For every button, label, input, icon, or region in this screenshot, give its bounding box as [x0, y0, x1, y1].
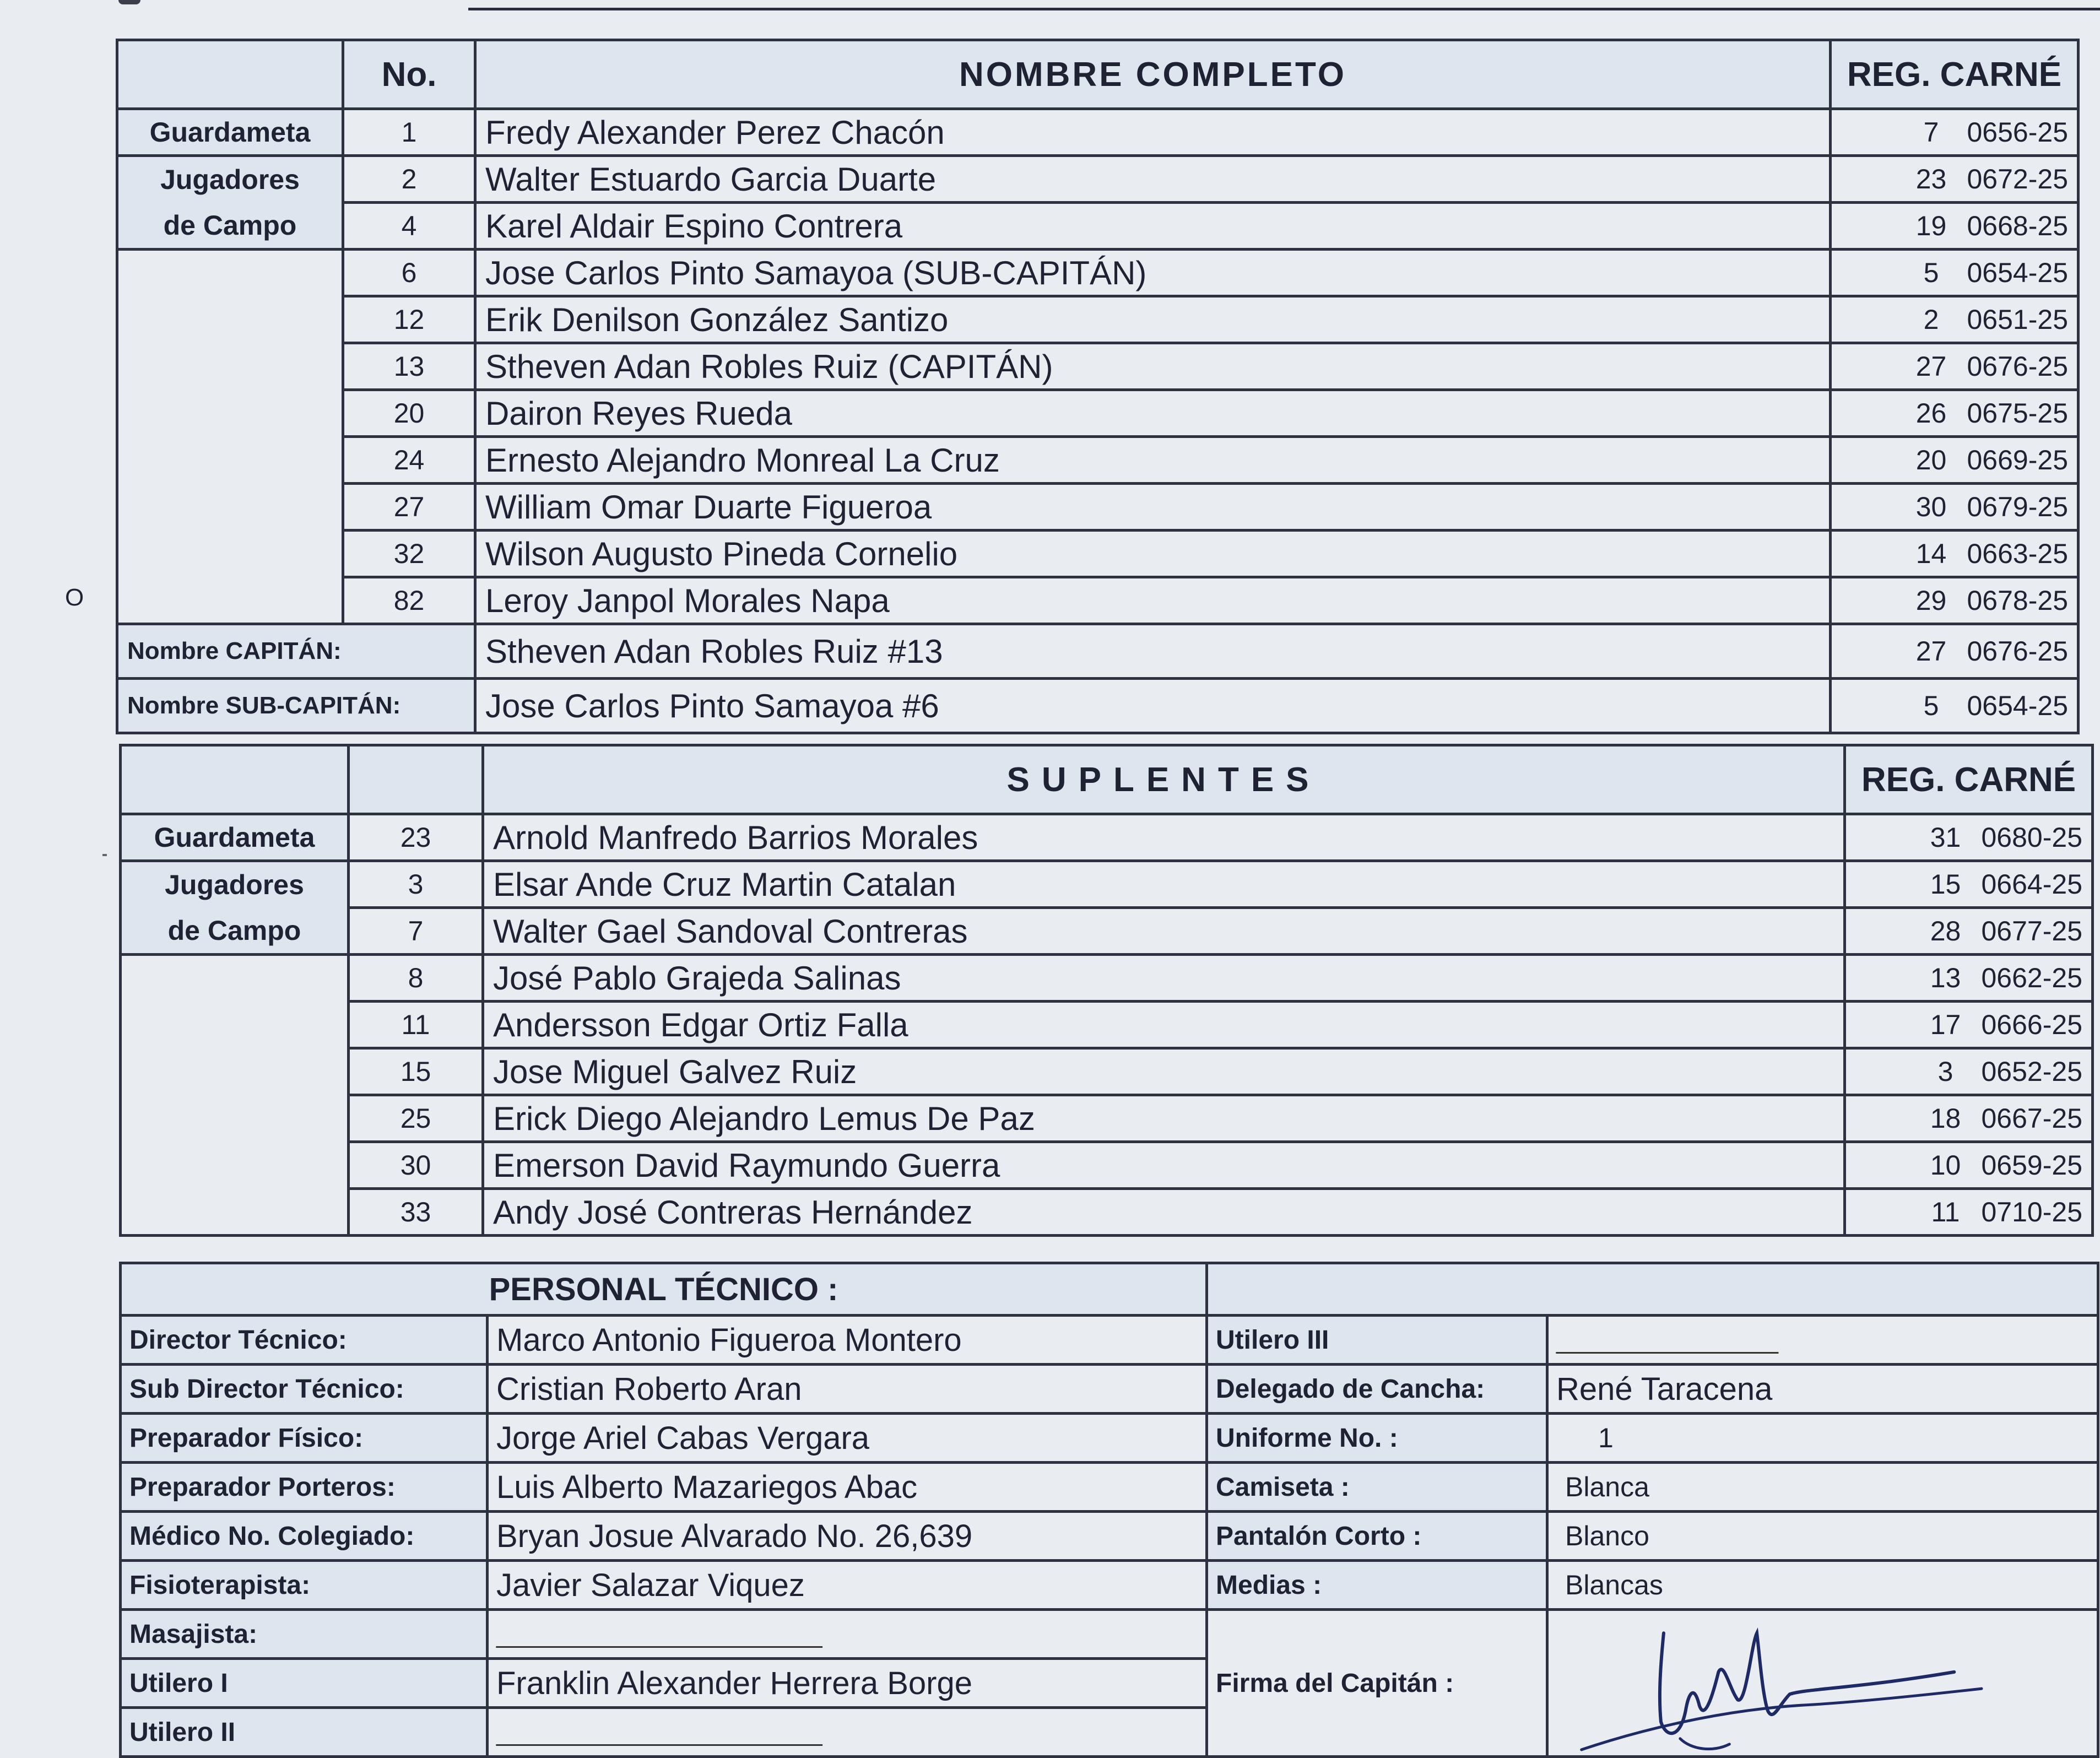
- staff-value: Javier Salazar Viquez: [488, 1561, 1207, 1610]
- staff-value: _________________________: [488, 1610, 1207, 1659]
- table-row: [117, 531, 2079, 577]
- carne-number: 0679-25: [1967, 491, 2068, 522]
- info-value: René Taracena: [1547, 1365, 2098, 1414]
- subcaptain-row: [117, 679, 2079, 733]
- suplentes-table: [119, 744, 2094, 1237]
- carne-number: 0710-25: [1981, 1197, 2082, 1227]
- player-number: 82: [343, 577, 475, 624]
- staff-value: Jorge Ariel Cabas Vergara: [488, 1414, 1207, 1463]
- reg-number: 31: [1930, 822, 1961, 853]
- player-number: 12: [343, 296, 475, 343]
- player-carne: [1831, 109, 2079, 156]
- header-carne: REG. CARNÉ: [1845, 745, 2093, 814]
- table-row: [121, 861, 2093, 908]
- player-number: 15: [349, 1048, 483, 1095]
- player-carne: [1845, 955, 2093, 1002]
- staff-label: Director Técnico:: [121, 1316, 488, 1365]
- player-number: 33: [349, 1189, 483, 1236]
- reg-number: 5: [1923, 257, 1939, 288]
- reg-number: 20: [1915, 445, 1947, 475]
- role-empty: [117, 250, 343, 624]
- suplentes-header-row: [121, 745, 2093, 814]
- reg-number: 17: [1930, 1009, 1961, 1040]
- player-number: 24: [343, 437, 475, 484]
- info-value: Blanco: [1547, 1512, 2098, 1561]
- player-number: 7: [349, 908, 483, 955]
- table-row: [117, 296, 2079, 343]
- top-mark: [118, 0, 140, 4]
- reg-number: 2: [1923, 304, 1939, 335]
- player-carne: [1831, 437, 2079, 484]
- margin-mark: O: [65, 584, 84, 611]
- table-row: [117, 250, 2079, 296]
- player-name: Arnold Manfredo Barrios Morales: [483, 814, 1845, 861]
- player-number: 1: [343, 109, 475, 156]
- player-carne: [1831, 343, 2079, 390]
- info-value: 1: [1547, 1414, 2098, 1463]
- reg-number: 23: [1915, 164, 1947, 194]
- player-name: Andersson Edgar Ortiz Falla: [483, 1002, 1845, 1048]
- table-row: [121, 1095, 2093, 1142]
- info-label: Medias :: [1207, 1561, 1547, 1610]
- player-number: 32: [343, 531, 475, 577]
- reg-number: 28: [1930, 916, 1961, 946]
- role-empty: [121, 955, 349, 1236]
- player-number: 30: [349, 1142, 483, 1189]
- table-row: [121, 1048, 2093, 1095]
- player-name: Karel Aldair Espino Contrera: [475, 203, 1831, 250]
- staff-label: Preparador Porteros:: [121, 1463, 488, 1512]
- carne-number: 0676-25: [1967, 636, 2068, 667]
- player-name: Walter Gael Sandoval Contreras: [483, 908, 1845, 955]
- firma-label: Firma del Capitán :: [1207, 1610, 1547, 1757]
- carne-number: 0680-25: [1981, 822, 2082, 853]
- table-row: [117, 577, 2079, 624]
- player-name: William Omar Duarte Figueroa: [475, 484, 1831, 531]
- titulares-table: [116, 39, 2080, 734]
- info-label: Delegado de Cancha:: [1207, 1365, 1547, 1414]
- player-carne: [1831, 296, 2079, 343]
- player-name: Ernesto Alejandro Monreal La Cruz: [475, 437, 1831, 484]
- player-name: Emerson David Raymundo Guerra: [483, 1142, 1845, 1189]
- player-number: 3: [349, 861, 483, 908]
- player-number: 25: [349, 1095, 483, 1142]
- table-row: [121, 1142, 2093, 1189]
- role-jugadores: Jugadores: [121, 861, 349, 908]
- staff-value: _________________________: [488, 1708, 1207, 1757]
- personal-header-right: [1207, 1263, 2098, 1316]
- top-rule: [468, 8, 2100, 10]
- table-row: [121, 1610, 2098, 1659]
- player-carne: [1845, 1048, 2093, 1095]
- player-carne: [1831, 203, 2079, 250]
- player-number: 23: [349, 814, 483, 861]
- table-row: [117, 390, 2079, 437]
- personal-header: PERSONAL TÉCNICO :: [121, 1263, 1207, 1316]
- carne-number: 0652-25: [1981, 1056, 2082, 1087]
- carne-number: 0654-25: [1967, 690, 2068, 721]
- staff-value: Cristian Roberto Aran: [488, 1365, 1207, 1414]
- titulares-header-row: [117, 40, 2079, 109]
- carne-number: 0656-25: [1967, 117, 2068, 148]
- role-jugadores: Jugadores: [117, 156, 343, 203]
- info-label: Uniforme No. :: [1207, 1414, 1547, 1463]
- player-carne: [1845, 1142, 2093, 1189]
- reg-number: 27: [1915, 636, 1947, 667]
- reg-number: 26: [1915, 398, 1947, 429]
- captain-label: Nombre CAPITÁN:: [117, 624, 475, 679]
- reg-number: 15: [1930, 869, 1961, 900]
- role-guardameta: Guardameta: [117, 109, 343, 156]
- reg-number: 29: [1915, 585, 1947, 616]
- player-carne: [1831, 531, 2079, 577]
- margin-dot: [102, 854, 107, 856]
- subcaptain-carne: [1831, 679, 2079, 733]
- table-row: [121, 1316, 2098, 1365]
- staff-label: Utilero II: [121, 1708, 488, 1757]
- info-label: Pantalón Corto :: [1207, 1512, 1547, 1561]
- staff-value: Marco Antonio Figueroa Montero: [488, 1316, 1207, 1365]
- info-value: _________________: [1547, 1316, 2098, 1365]
- carne-number: 0669-25: [1967, 445, 2068, 475]
- info-label: Camiseta :: [1207, 1463, 1547, 1512]
- player-number: 20: [343, 390, 475, 437]
- captain-row: [117, 624, 2079, 679]
- personal-tecnico-table: [119, 1262, 2099, 1758]
- carne-number: 0662-25: [1981, 962, 2082, 993]
- table-row: [121, 1512, 2098, 1561]
- player-number: 13: [343, 343, 475, 390]
- info-value: Blanca: [1547, 1463, 2098, 1512]
- player-name: Walter Estuardo Garcia Duarte: [475, 156, 1831, 203]
- carne-number: 0664-25: [1981, 869, 2082, 900]
- table-row: [121, 1002, 2093, 1048]
- carne-number: 0676-25: [1967, 351, 2068, 382]
- table-row: [117, 203, 2079, 250]
- player-number: 2: [343, 156, 475, 203]
- reg-number: 14: [1915, 538, 1947, 569]
- header-carne: REG. CARNÉ: [1831, 40, 2079, 109]
- table-row: [117, 156, 2079, 203]
- captain-name: Stheven Adan Robles Ruiz #13: [475, 624, 1831, 679]
- reg-number: 18: [1930, 1103, 1961, 1134]
- player-carne: [1831, 484, 2079, 531]
- carne-number: 0666-25: [1981, 1009, 2082, 1040]
- staff-label: Preparador Físico:: [121, 1414, 488, 1463]
- role-de-campo: de Campo: [117, 203, 343, 250]
- table-row: [121, 1561, 2098, 1610]
- player-name: Stheven Adan Robles Ruiz (CAPITÁN): [475, 343, 1831, 390]
- player-number: 6: [343, 250, 475, 296]
- subcaptain-label: Nombre SUB-CAPITÁN:: [117, 679, 475, 733]
- reg-number: 19: [1915, 210, 1947, 241]
- staff-value: Luis Alberto Mazariegos Abac: [488, 1463, 1207, 1512]
- table-row: [121, 955, 2093, 1002]
- table-row: [121, 1189, 2093, 1236]
- player-carne: [1831, 390, 2079, 437]
- player-number: 27: [343, 484, 475, 531]
- table-row: [117, 484, 2079, 531]
- reg-number: 13: [1930, 962, 1961, 993]
- player-name: Dairon Reyes Rueda: [475, 390, 1831, 437]
- staff-label: Sub Director Técnico:: [121, 1365, 488, 1414]
- staff-value: Bryan Josue Alvarado No. 26,639: [488, 1512, 1207, 1561]
- reg-number: 10: [1930, 1150, 1961, 1181]
- table-row: [121, 1414, 2098, 1463]
- player-name: José Pablo Grajeda Salinas: [483, 955, 1845, 1002]
- player-name: Andy José Contreras Hernández: [483, 1189, 1845, 1236]
- carne-number: 0677-25: [1981, 916, 2082, 946]
- player-carne: [1845, 814, 2093, 861]
- info-value: Blancas: [1547, 1561, 2098, 1610]
- table-row: [121, 814, 2093, 861]
- header-suplentes: SUPLENTES: [483, 745, 1845, 814]
- player-carne: [1845, 1189, 2093, 1236]
- table-row: [117, 109, 2079, 156]
- role-de-campo: de Campo: [121, 908, 349, 955]
- carne-number: 0651-25: [1967, 304, 2068, 335]
- player-name: Fredy Alexander Perez Chacón: [475, 109, 1831, 156]
- player-name: Leroy Janpol Morales Napa: [475, 577, 1831, 624]
- role-guardameta: Guardameta: [121, 814, 349, 861]
- staff-label: Médico No. Colegiado:: [121, 1512, 488, 1561]
- header-no-blank: [349, 745, 483, 814]
- player-carne: [1845, 908, 2093, 955]
- carne-number: 0668-25: [1967, 210, 2068, 241]
- player-name: Jose Carlos Pinto Samayoa (SUB-CAPITÁN): [475, 250, 1831, 296]
- reg-number: 30: [1915, 491, 1947, 522]
- player-number: 4: [343, 203, 475, 250]
- personal-header-row: [121, 1263, 2098, 1316]
- player-carne: [1845, 861, 2093, 908]
- table-row: [121, 1365, 2098, 1414]
- carne-number: 0663-25: [1967, 538, 2068, 569]
- carne-number: 0675-25: [1967, 398, 2068, 429]
- player-carne: [1831, 250, 2079, 296]
- reg-number: 11: [1931, 1197, 1960, 1227]
- carne-number: 0667-25: [1981, 1103, 2082, 1134]
- player-number: 8: [349, 955, 483, 1002]
- player-carne: [1831, 156, 2079, 203]
- player-name: Erick Diego Alejandro Lemus De Paz: [483, 1095, 1845, 1142]
- info-label: Utilero III: [1207, 1316, 1547, 1365]
- player-number: 11: [349, 1002, 483, 1048]
- staff-label: Utilero I: [121, 1659, 488, 1708]
- subcaptain-name: Jose Carlos Pinto Samayoa #6: [475, 679, 1831, 733]
- player-carne: [1831, 577, 2079, 624]
- player-name: Erik Denilson González Santizo: [475, 296, 1831, 343]
- reg-number: 3: [1937, 1056, 1953, 1087]
- player-carne: [1845, 1002, 2093, 1048]
- header-blank: [117, 40, 343, 109]
- table-row: [117, 343, 2079, 390]
- table-row: [121, 908, 2093, 955]
- reg-number: 7: [1923, 117, 1939, 148]
- header-no: No.: [343, 40, 475, 109]
- captain-signature: [1547, 1610, 2098, 1757]
- carne-number: 0678-25: [1967, 585, 2068, 616]
- carne-number: 0654-25: [1967, 257, 2068, 288]
- reg-number: 5: [1923, 690, 1939, 721]
- carne-number: 0659-25: [1981, 1150, 2082, 1181]
- header-nombre: NOMBRE COMPLETO: [475, 40, 1831, 109]
- captain-carne: [1831, 624, 2079, 679]
- player-name: Elsar Ande Cruz Martin Catalan: [483, 861, 1845, 908]
- table-row: [121, 1463, 2098, 1512]
- header-blank: [121, 745, 349, 814]
- carne-number: 0672-25: [1967, 164, 2068, 194]
- staff-label: Fisioterapista:: [121, 1561, 488, 1610]
- player-name: Jose Miguel Galvez Ruiz: [483, 1048, 1845, 1095]
- table-row: [117, 437, 2079, 484]
- reg-number: 27: [1915, 351, 1947, 382]
- staff-value: Franklin Alexander Herrera Borge: [488, 1659, 1207, 1708]
- player-carne: [1845, 1095, 2093, 1142]
- player-name: Wilson Augusto Pineda Cornelio: [475, 531, 1831, 577]
- staff-label: Masajista:: [121, 1610, 488, 1659]
- signature-icon: [1549, 1611, 2097, 1755]
